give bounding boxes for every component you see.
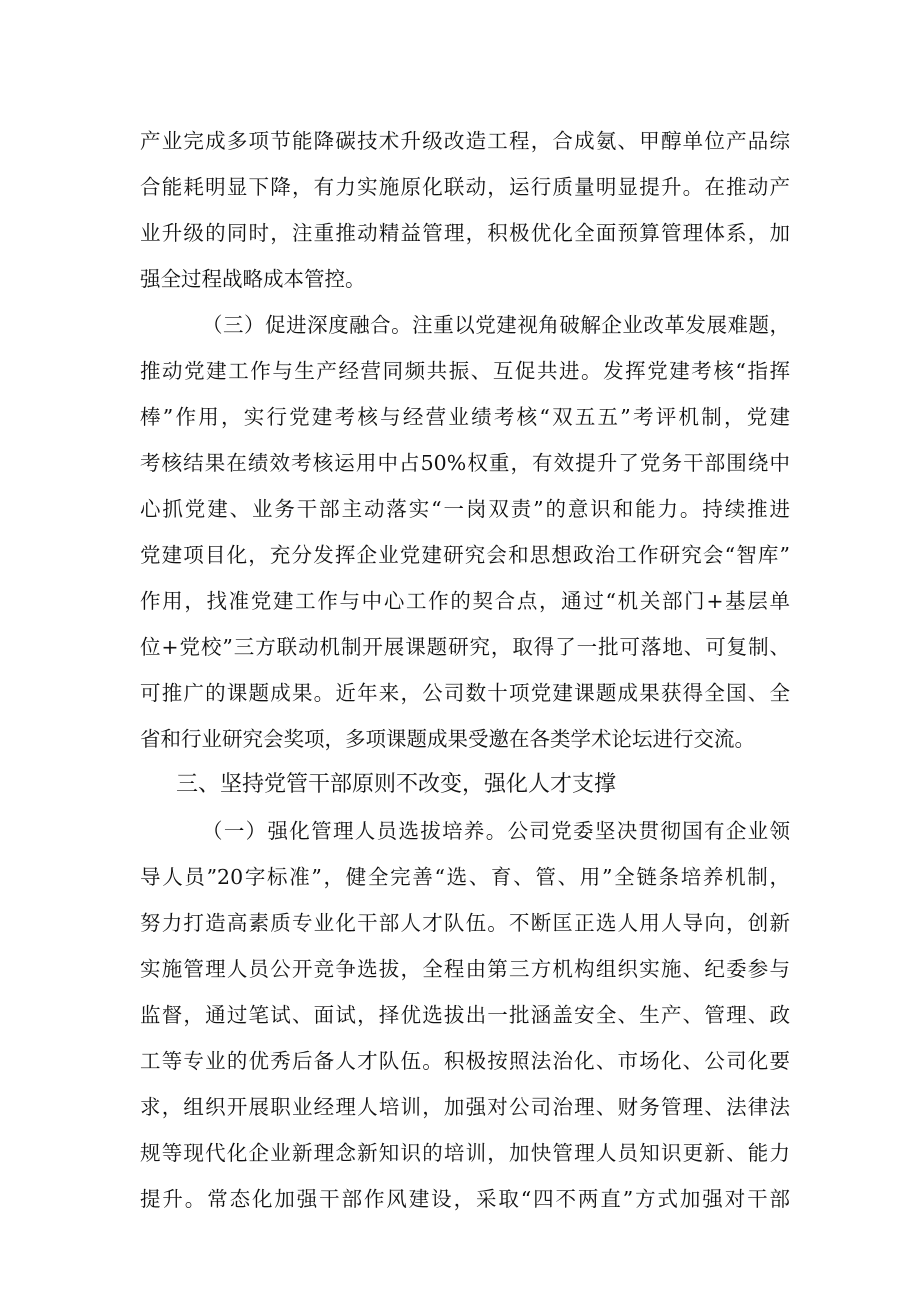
text-line: 业升级的同时，注重推动精益管理，积极优化全面预算管理体系，加 [140,221,790,245]
section-heading: 三、坚持党管干部原则不改变，强化人才支撑 [176,772,617,797]
paragraph-cadre-selection [140,808,790,1222]
text-line: 产业完成多项节能降碳技术升级改造工程，合成氨、甲醇单位产品综 [140,129,790,153]
text-line: 规等现代化企业新理念新知识的培训，加快管理人员知识更新、能力 [140,1141,790,1165]
text-line: 监督，通过笔试、面试，择优选拔出一批涵盖安全、生产、管理、政 [140,1003,790,1027]
text-line: 作用，找准党建工作与中心工作的契合点，通过“机关部门+基层单 [140,589,790,613]
text-line: 棒”作用，实行党建考核与经营业绩考核“双五五”考评机制，党建 [140,405,790,429]
document-body [140,118,790,1222]
text-line: 心抓党建、业务干部主动落实“一岗双责”的意识和能力。持续推进 [140,497,790,521]
text-line: 可推广的课题成果。近年来，公司数十项党建课题成果获得全国、全 [140,681,790,705]
text-line: 导人员”20字标准”，健全完善“选、育、管、用”全链条培养机制， [140,865,790,889]
text-line: 强全过程战略成本管控。 [140,267,366,291]
text-line: 求，组织开展职业经理人培训，加强对公司治理、财务管理、法律法 [140,1095,790,1119]
text-line: 工等专业的优秀后备人才队伍。积极按照法治化、市场化、公司化要 [140,1049,790,1073]
text-line: 提升。常态化加强干部作风建设，采取“四不两直”方式加强对干部 [140,1187,790,1211]
text-line: 党建项目化，充分发挥企业党建研究会和思想政治工作研究会“智库” [140,543,790,567]
text-line: 推动党建工作与生产经营同频共振、互促共进。发挥党建考核“指挥 [140,359,790,383]
text-line: 实施管理人员公开竞争选拔，全程由第三方机构组织实施、纪委参与 [140,957,790,981]
text-line: 省和行业研究会奖项，多项课题成果受邀在各类学术论坛进行交流。 [140,727,755,751]
text-line: （三）促进深度融合。注重以党建视角破解企业改革发展难题， [202,313,790,337]
text-line: 位+党校”三方联动机制开展课题研究，取得了一批可落地、可复制、 [140,635,790,659]
text-line: （一）强化管理人员选拔培养。公司党委坚决贯彻国有企业领 [202,819,790,843]
paragraph-energy-saving [140,118,790,302]
text-line: 合能耗明显下降，有力实施原化联动，运行质量明显提升。在推动产 [140,175,790,199]
text-line: 努力打造高素质专业化干部人才队伍。不断匡正选人用人导向，创新 [140,911,790,935]
paragraph-deep-integration [140,302,790,762]
text-line: 考核结果在绩效考核运用中占50%权重，有效提升了党务干部围绕中 [140,451,790,475]
